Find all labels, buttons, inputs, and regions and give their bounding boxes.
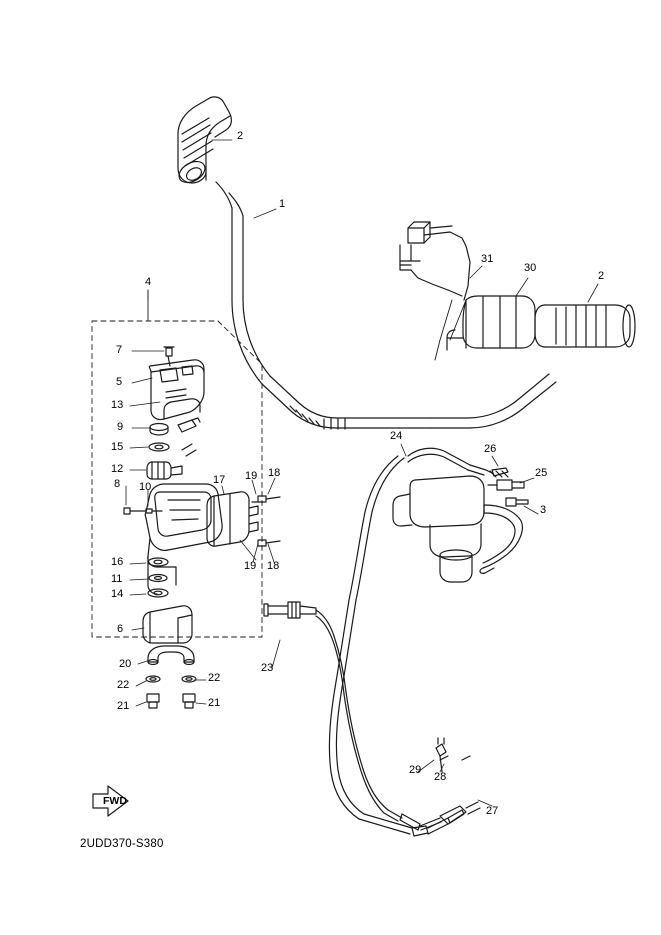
throttle-cable xyxy=(264,448,508,836)
callout-14: 14 xyxy=(111,588,124,600)
callout-4: 4 xyxy=(145,276,152,288)
callout-25: 25 xyxy=(535,467,548,479)
throttle-housing xyxy=(447,296,535,350)
callout-10: 10 xyxy=(139,481,152,493)
callout-24: 24 xyxy=(390,430,403,442)
callout-22-left: 22 xyxy=(117,679,130,691)
callout-21-right: 21 xyxy=(208,697,221,709)
callout-1: 1 xyxy=(279,198,286,210)
left-grip xyxy=(175,97,231,187)
small-parts-stack xyxy=(147,418,200,479)
fwd-arrow-label: FWD xyxy=(103,795,127,807)
callout-2-right: 2 xyxy=(598,270,605,282)
callout-27: 27 xyxy=(486,805,499,817)
callout-9: 9 xyxy=(117,421,124,433)
callout-18-lower: 18 xyxy=(267,560,280,572)
callout-21-left: 21 xyxy=(117,700,130,712)
callout-5: 5 xyxy=(116,376,123,388)
handlebar-tube xyxy=(216,182,556,429)
callout-29: 29 xyxy=(409,764,422,776)
callout-2-left: 2 xyxy=(237,130,244,142)
master-cylinder xyxy=(393,471,528,582)
handlebar-clamp xyxy=(146,646,196,708)
part-code-label: 2UDD370-S380 xyxy=(80,838,164,850)
callout-20: 20 xyxy=(119,658,132,670)
callout-6: 6 xyxy=(117,623,124,635)
callout-12: 12 xyxy=(111,463,124,475)
callout-3: 3 xyxy=(540,504,547,516)
leader-lines xyxy=(126,140,598,806)
callout-19-lower: 19 xyxy=(244,560,257,572)
callout-23: 23 xyxy=(261,662,274,674)
callout-7: 7 xyxy=(116,344,123,356)
callout-30: 30 xyxy=(524,262,537,274)
callout-28: 28 xyxy=(434,771,447,783)
callout-22-right: 22 xyxy=(208,672,221,684)
callout-18-upper: 18 xyxy=(268,467,281,479)
callout-15: 15 xyxy=(111,441,124,453)
callout-17: 17 xyxy=(213,474,226,486)
callout-31: 31 xyxy=(481,253,494,265)
right-grip xyxy=(535,305,635,347)
callout-11: 11 xyxy=(111,573,123,585)
callout-19-upper: 19 xyxy=(245,470,258,482)
callout-16: 16 xyxy=(111,556,124,568)
callout-26: 26 xyxy=(484,443,497,455)
switch-housing-cover xyxy=(149,347,204,420)
handlebar-switch xyxy=(400,222,470,360)
callout-13: 13 xyxy=(111,399,124,411)
callout-8: 8 xyxy=(114,478,121,490)
